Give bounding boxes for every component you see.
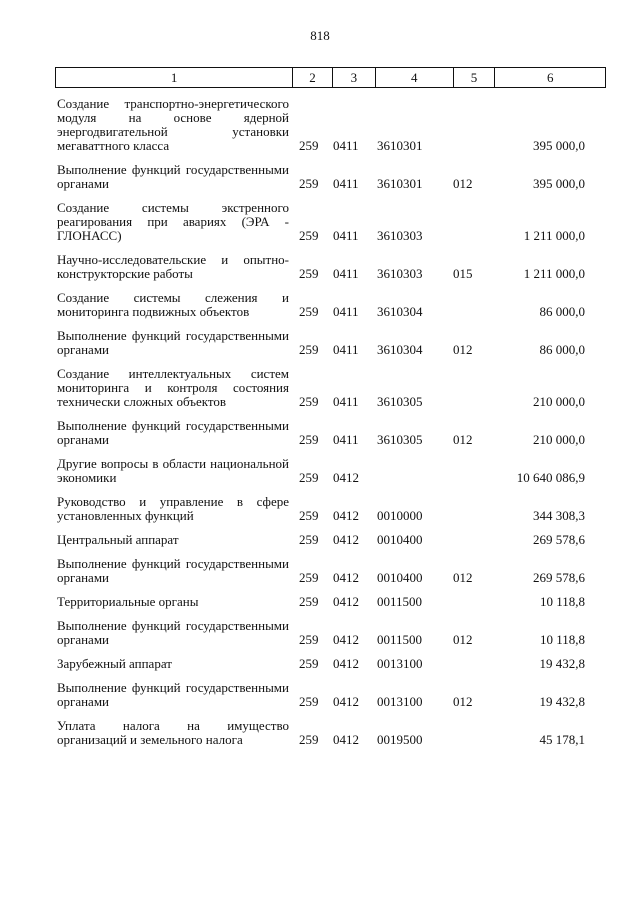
row-department-code: 259 — [299, 304, 319, 319]
row-expense-kind: 012 — [453, 342, 473, 357]
row-name: Выполнение функций государственными органами — [57, 162, 289, 191]
row-expense-kind: 015 — [453, 266, 473, 281]
table-row — [57, 253, 585, 281]
row-department-code: 259 — [299, 432, 319, 447]
row-department-code: 259 — [299, 732, 319, 747]
table-row — [57, 657, 585, 671]
row-amount: 10 118,8 — [539, 632, 585, 647]
column-header-1: 1 — [56, 68, 293, 87]
table-row — [57, 201, 585, 243]
row-section-code: 0412 — [333, 656, 359, 671]
column-header-6: 6 — [546, 69, 554, 85]
row-name: Создание системы экстренного реагирования при авариях (ЭРА - ГЛОНАСС) — [57, 200, 289, 243]
row-department-code: 259 — [299, 656, 319, 671]
row-amount: 19 432,8 — [539, 656, 585, 671]
column-header-2: 2 — [293, 68, 333, 87]
row-amount: 344 308,3 — [533, 508, 585, 523]
row-section-code: 0411 — [333, 432, 359, 447]
row-article-code: 0010400 — [377, 532, 423, 547]
row-amount: 1 211 000,0 — [523, 266, 585, 281]
table-row — [57, 329, 585, 357]
row-department-code: 259 — [299, 632, 319, 647]
row-name: Территориальные органы — [57, 594, 199, 609]
row-name: Другие вопросы в области национальной экономики — [57, 456, 289, 485]
row-article-code: 3610303 — [377, 266, 423, 281]
row-name: Уплата налога на имущество организаций и земельного налога — [57, 718, 289, 747]
row-name: Выполнение функций государственными органами — [57, 618, 289, 647]
row-article-code: 3610304 — [377, 304, 423, 319]
table-row — [57, 163, 585, 191]
row-article-code: 0010400 — [377, 570, 423, 585]
row-department-code: 259 — [299, 342, 319, 357]
row-amount: 269 578,6 — [533, 532, 585, 547]
page-number: 818 — [310, 28, 330, 43]
row-section-code: 0412 — [333, 532, 359, 547]
table-row — [57, 495, 585, 523]
row-department-code: 259 — [299, 470, 319, 485]
table-row — [57, 367, 585, 409]
row-department-code: 259 — [299, 694, 319, 709]
row-department-code: 259 — [299, 508, 319, 523]
row-expense-kind: 012 — [453, 570, 473, 585]
row-amount: 10 118,8 — [539, 594, 585, 609]
row-article-code: 3610301 — [377, 176, 423, 191]
table-header — [55, 67, 606, 88]
column-header-5: 5 — [454, 68, 496, 87]
row-name: Центральный аппарат — [57, 532, 179, 547]
table-row — [57, 419, 585, 447]
row-section-code: 0412 — [333, 632, 359, 647]
row-name: Руководство и управление в сфере установленных функций — [57, 494, 289, 523]
row-department-code: 259 — [299, 138, 319, 153]
row-section-code: 0412 — [333, 732, 359, 747]
table-row — [57, 681, 585, 709]
row-article-code: 3610305 — [377, 394, 423, 409]
row-name: Выполнение функций государственными органами — [57, 556, 289, 585]
row-article-code: 0011500 — [377, 632, 423, 647]
row-section-code: 0411 — [333, 342, 359, 357]
row-amount: 86 000,0 — [539, 342, 585, 357]
row-article-code: 3610303 — [377, 228, 423, 243]
row-article-code: 0013100 — [377, 694, 423, 709]
row-name: Создание системы слежения и мониторинга подвижных объектов — [57, 290, 289, 319]
row-expense-kind: 012 — [453, 632, 473, 647]
table-row — [57, 97, 585, 153]
row-expense-kind: 012 — [453, 432, 473, 447]
table-row — [57, 533, 585, 547]
row-section-code: 0411 — [333, 394, 359, 409]
row-department-code: 259 — [299, 266, 319, 281]
table-row — [57, 719, 585, 747]
row-name: Создание интеллектуальных систем мониторинга и контроля состояния технически сложных объектов — [57, 366, 289, 409]
row-article-code: 3610301 — [377, 138, 423, 153]
row-article-code: 3610304 — [377, 342, 423, 357]
row-name: Выполнение функций государственными органами — [57, 418, 289, 447]
row-article-code: 0019500 — [377, 732, 423, 747]
row-section-code: 0412 — [333, 594, 359, 609]
table-row — [57, 595, 585, 609]
row-amount: 210 000,0 — [533, 432, 585, 447]
row-name: Зарубежный аппарат — [57, 656, 172, 671]
row-section-code: 0411 — [333, 266, 359, 281]
row-name: Выполнение функций государственными органами — [57, 328, 289, 357]
row-article-code: 0010000 — [377, 508, 423, 523]
row-expense-kind: 012 — [453, 176, 473, 191]
row-amount: 395 000,0 — [533, 138, 585, 153]
row-amount: 1 211 000,0 — [523, 228, 585, 243]
budget-table-body — [57, 97, 585, 757]
row-amount: 45 178,1 — [539, 732, 585, 747]
column-header-3: 3 — [333, 68, 376, 87]
row-department-code: 259 — [299, 228, 319, 243]
row-name: Создание транспортно-энергетического модуля на основе ядерной энергодвигательной установки мегаваттного класса — [57, 96, 289, 153]
row-section-code: 0411 — [333, 176, 359, 191]
row-section-code: 0411 — [333, 138, 359, 153]
row-amount: 86 000,0 — [539, 304, 585, 319]
row-name: Выполнение функций государственными органами — [57, 680, 289, 709]
table-row — [57, 291, 585, 319]
row-department-code: 259 — [299, 594, 319, 609]
row-article-code: 0011500 — [377, 594, 423, 609]
table-row — [57, 619, 585, 647]
table-row — [57, 557, 585, 585]
row-amount: 269 578,6 — [533, 570, 585, 585]
row-section-code: 0412 — [333, 508, 359, 523]
row-department-code: 259 — [299, 532, 319, 547]
row-amount: 395 000,0 — [533, 176, 585, 191]
row-amount: 210 000,0 — [533, 394, 585, 409]
row-department-code: 259 — [299, 570, 319, 585]
row-amount: 19 432,8 — [539, 694, 585, 709]
row-section-code: 0411 — [333, 304, 359, 319]
row-section-code: 0411 — [333, 228, 359, 243]
row-expense-kind: 012 — [453, 694, 473, 709]
row-section-code: 0412 — [333, 470, 359, 485]
row-article-code: 3610305 — [377, 432, 423, 447]
row-section-code: 0412 — [333, 694, 359, 709]
row-name: Научно-исследовательские и опытно-конструкторские работы — [57, 252, 289, 281]
row-amount: 10 640 086,9 — [516, 470, 585, 485]
row-section-code: 0412 — [333, 570, 359, 585]
table-row — [57, 457, 585, 485]
row-department-code: 259 — [299, 394, 319, 409]
row-department-code: 259 — [299, 176, 319, 191]
row-article-code: 0013100 — [377, 656, 423, 671]
column-header-4: 4 — [376, 68, 454, 87]
